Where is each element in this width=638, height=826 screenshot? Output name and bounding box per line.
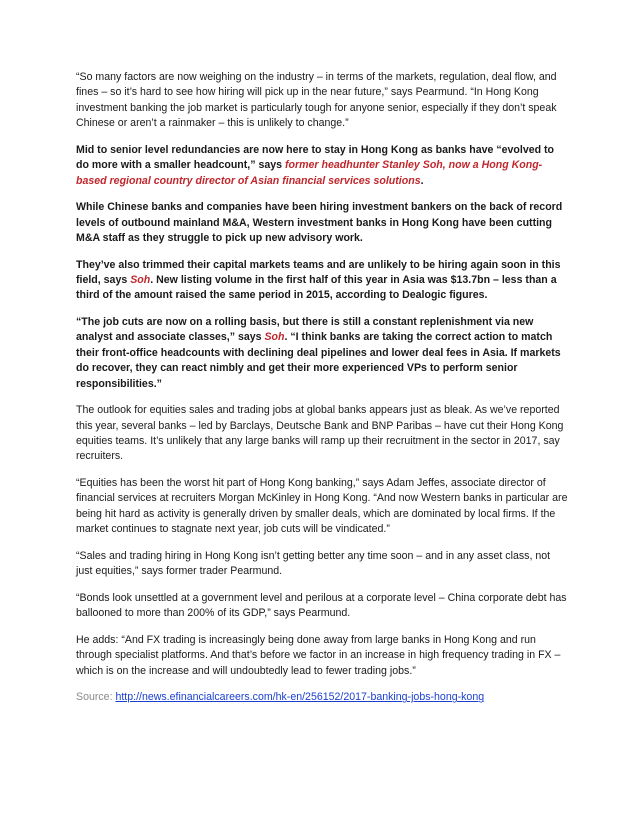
article-paragraph: [76, 143, 568, 189]
article-paragraph: [76, 549, 568, 580]
highlighted-text: Soh: [264, 331, 285, 344]
paragraph-text: Mid to senior level redundancies are now here to stay in Hong Kong as banks have “evolved to do more with a smaller headcount,” says: [76, 143, 555, 172]
article-paragraph: [76, 70, 568, 132]
paragraph-text: “Sales and trading hiring in Hong Kong isn’t getting better any time soon – and in any asset class, not just equities,” says former trader Pearmund.: [76, 549, 551, 578]
paragraph-text: “So many factors are now weighing on the industry – in terms of the markets, regulation, deal flow, and fines – so it’s hard to see how hiring will pick up in the near future,” says Pearmund. “In Hong Kong investment banking the job market is particularly tough for anyone senior, especially if they don’t speak Chinese or aren’t a rainmaker – this is unlikely to change.”: [76, 71, 557, 130]
paragraph-text: “The job cuts are now on a rolling basis, but there is still a constant replenishment via new analyst and associate classes,” says: [76, 316, 534, 344]
paragraph-text: “Equities has been the worst hit part of Hong Kong banking,” says Adam Jeffes, associate director of financial services at recruiters Morgan McKinley in Hong Kong. “And now Western banks in particular are being hit hard as activity is generally driven by smaller deals, which are dominated by local firms. If the market continues to stagnate next year, job cuts will be vindicated.”: [76, 477, 568, 536]
paragraph-text: . New listing volume in the first half of this year in Asia was $13.7bn – less than a third of the amount raised the same period in 2015, according to Dealogic figures.: [76, 274, 557, 302]
paragraph-text: While Chinese banks and companies have been hiring investment bankers on the back of record levels of outbound mainland M&A, Western investment banks in Hong Kong have been cutting M&A staff as they struggle to pick up new advisory work.: [76, 201, 563, 245]
article-paragraph: [76, 200, 568, 246]
paragraph-text: .: [420, 174, 424, 187]
paragraph-text: “Bonds look unsettled at a government level and perilous at a corporate level – China corporate debt has ballooned to more than 200% of its GDP,” says Pearmund.: [76, 591, 567, 620]
source-line: [76, 690, 568, 705]
source-link[interactable]: http://news.efinancialcareers.com/hk-en/256152/2017-banking-jobs-hong-kong: [115, 691, 485, 704]
article-paragraph: [76, 315, 568, 392]
article-body: [76, 70, 568, 679]
paragraph-text: He adds: “And FX trading is increasingly being done away from large banks in Hong Kong and run through specialist platforms. And that’s before we factor in an increase in high frequency trading in FX – which is on the increase and will undoubtedly lead to fewer trading jobs.”: [76, 633, 561, 677]
paragraph-text: The outlook for equities sales and trading jobs at global banks appears just as bleak. As we’ve reported this year, several banks – led by Barclays, Deutsche Bank and BNP Paribas – have cut their Hong Kong equities teams. It’s unlikely that any large banks will ramp up their recruitment in the sector in 2017, say recruiters.: [76, 404, 564, 463]
article-paragraph: [76, 591, 568, 622]
article-paragraph: [76, 258, 568, 304]
article-paragraph: [76, 403, 568, 465]
paragraph-text: . “I think banks are taking the correct action to match their front-office headcounts with declining deal pipelines and lower deal fees in Asia. If markets do recover, they can react nimbly and get their more experienced VPs to perform senior responsibilities.”: [76, 331, 561, 390]
article-paragraph: [76, 476, 568, 538]
source-label: Source:: [76, 691, 116, 704]
document-page: [76, 70, 568, 717]
highlighted-text: Soh: [130, 274, 151, 287]
paragraph-text: They’ve also trimmed their capital markets teams and are unlikely to be hiring again soon in this field, says: [76, 258, 561, 287]
highlighted-text: former headhunter Stanley Soh, now a Hong Kong-based regional country director of Asian financial services solutions: [76, 159, 543, 187]
article-paragraph: [76, 633, 568, 679]
